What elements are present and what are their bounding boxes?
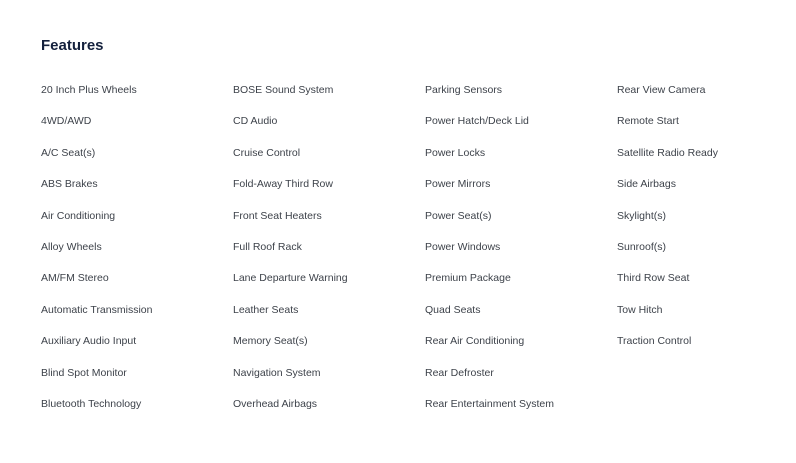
feature-item: CD Audio: [233, 115, 278, 128]
feature-item: Side Airbags: [617, 178, 676, 191]
feature-item: Automatic Transmission: [41, 303, 153, 316]
feature-item: Air Conditioning: [41, 209, 116, 222]
feature-item: Parking Sensors: [425, 84, 503, 96]
feature-item: Auxiliary Audio Input: [41, 335, 137, 348]
feature-column: [41, 80, 233, 425]
feature-item: 20 Inch Plus Wheels: [41, 84, 137, 96]
feature-item: Bluetooth Technology: [41, 397, 142, 410]
feature-item: Fold-Away Third Row: [233, 178, 333, 191]
feature-item: Satellite Radio Ready: [617, 146, 718, 159]
feature-item: Power Locks: [425, 146, 486, 159]
feature-item: 4WD/AWD: [41, 115, 92, 128]
feature-column: [425, 80, 617, 425]
feature-item: Overhead Airbags: [233, 397, 318, 410]
feature-item: Remote Start: [617, 115, 679, 128]
feature-item: ABS Brakes: [41, 178, 98, 191]
feature-item: AM/FM Stereo: [41, 272, 109, 285]
feature-item: Rear View Camera: [617, 84, 706, 96]
feature-item: Power Hatch/Deck Lid: [425, 115, 529, 128]
feature-item: Alloy Wheels: [41, 240, 102, 253]
features-grid: [41, 80, 796, 425]
feature-item: Power Seat(s): [425, 209, 492, 222]
feature-item: Front Seat Heaters: [233, 209, 322, 222]
features-title: Features: [41, 37, 104, 54]
feature-item: Rear Air Conditioning: [425, 335, 525, 348]
feature-column: [233, 80, 425, 425]
feature-item: Power Windows: [425, 240, 501, 253]
feature-item: Skylight(s): [617, 209, 667, 222]
feature-item: Navigation System: [233, 366, 321, 379]
feature-item: Rear Defroster: [425, 366, 494, 379]
feature-item: Full Roof Rack: [233, 240, 302, 253]
feature-item: Blind Spot Monitor: [41, 366, 127, 379]
feature-item: A/C Seat(s): [41, 146, 96, 159]
feature-item: Third Row Seat: [617, 272, 690, 285]
feature-item: Lane Departure Warning: [233, 272, 348, 285]
feature-item: BOSE Sound System: [233, 84, 334, 96]
feature-item: Memory Seat(s): [233, 335, 308, 348]
feature-item: Rear Entertainment System: [425, 397, 554, 410]
feature-item: Cruise Control: [233, 146, 301, 159]
feature-item: Sunroof(s): [617, 240, 667, 253]
feature-item: Leather Seats: [233, 303, 299, 316]
feature-item: Traction Control: [617, 335, 692, 348]
feature-item: Tow Hitch: [617, 303, 663, 316]
feature-item: Power Mirrors: [425, 178, 491, 191]
feature-item: Premium Package: [425, 272, 511, 285]
feature-column: [617, 80, 796, 425]
feature-item: Quad Seats: [425, 303, 481, 316]
